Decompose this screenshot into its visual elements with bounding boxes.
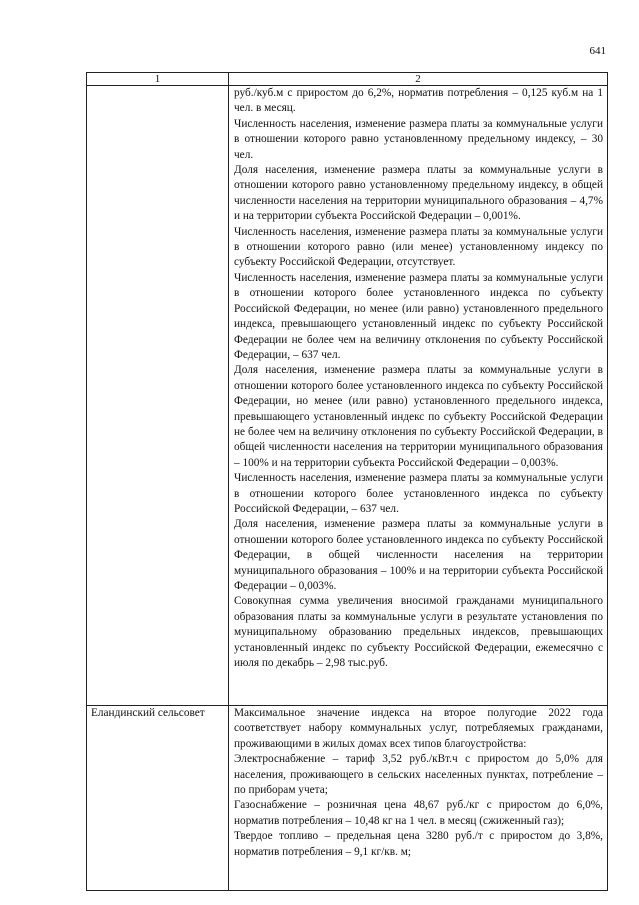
paragraph: Доля населения, изменение размера платы за коммунальные услуги в отношении которого более установленного индекса по субъекту Российской Федерации, но менее (или равно) установленного предельного индекса, превышающего установленный индекс по субъекту Российской Федерации не более чем на величину отклонения по субъекту Российской Федерации, в общей численности населения на территории муниципального образования – 100% и на территории субъекта Российской Федерации – 0,003%. xyxy=(234,364,603,469)
table-row xyxy=(87,706,608,891)
paragraph: Электроснабжение – тариф 3,52 руб./кВт.ч с приростом до 5,0% для населения, проживающего в сельских населенных пунктах, потребление – по приборам учета; xyxy=(234,753,603,797)
row-text xyxy=(229,86,608,706)
row-label xyxy=(87,86,229,706)
paragraph: Твердое топливо – предельная цена 3280 руб./т с приростом до 3,8%, норматив потребления – 9,1 кг/кв. м; xyxy=(234,830,603,858)
paragraph: Численность населения, изменение размера платы за коммунальные услуги в отношении которого более установленного индекса по субъекту Российской Федерации, – 637 чел. xyxy=(234,472,603,515)
table-row xyxy=(87,86,608,706)
paragraph: Численность населения, изменение размера платы за коммунальные услуги в отношении которого равно установленному предельному индексу, – 30 чел. xyxy=(234,117,603,161)
row-text xyxy=(229,706,608,891)
paragraph: Доля населения, изменение размера платы за коммунальные услуги в отношении которого равно установленному предельному индексу, в общей численности населения на территории муниципального образования – 4,7% и на территории субъекта Российской Федерации – 0,001%. xyxy=(234,164,603,223)
row-label-settlement: Еландинский сельсовет xyxy=(87,706,229,891)
paragraph: Численность населения, изменение размера платы за коммунальные услуги в отношении которого равно (или менее) установленному индексу по субъекту Российской Федерации, отсутствует. xyxy=(234,225,603,269)
table-header-row xyxy=(87,73,608,86)
column-header-1: 1 xyxy=(87,73,229,86)
content-table xyxy=(86,72,608,891)
paragraph: Численность населения, изменение размера платы за коммунальные услуги в отношении которого более установленного индекса по субъекту Российской Федерации, но менее (или равно) установленного предельного индекса, превышающего установленный индекс по субъекту Российской Федерации не более чем на величину отклонения по субъекту Российской Федерации, – 637 чел. xyxy=(234,271,603,361)
paragraph: Доля населения, изменение размера платы за коммунальные услуги в отношении которого более установленного индекса по субъекту Российской Федерации, в общей численности населения на территории муниципального образования – 100% и на территории субъекта Российской Федерации – 0,003%. xyxy=(234,518,603,592)
paragraph: Максимальное значение индекса на второе полугодие 2022 года соответствует набору коммунальных услуг, потребляемых гражданами, проживающими в жилых домах всех типов благоустройства: xyxy=(234,707,603,750)
paragraph: руб./куб.м с приростом до 6,2%, норматив потребления – 0,125 куб.м на 1 чел. в месяц. xyxy=(234,87,603,115)
paragraph: Газоснабжение – розничная цена 48,67 руб./кг с приростом до 6,0%, норматив потребления – 10,48 кг на 1 чел. в месяц (сжиженный газ); xyxy=(234,799,603,827)
column-header-2: 2 xyxy=(229,73,608,86)
page-number: 641 xyxy=(589,45,606,57)
paragraph: Совокупная сумма увеличения вносимой гражданами муниципального образования платы за коммунальные услуги в результате установления по муниципальному образованию предельных индексов, превышающих установленный индекс по субъекту Российской Федерации, ежемесячно с июля по декабрь – 2,98 тыс.руб. xyxy=(234,595,603,670)
